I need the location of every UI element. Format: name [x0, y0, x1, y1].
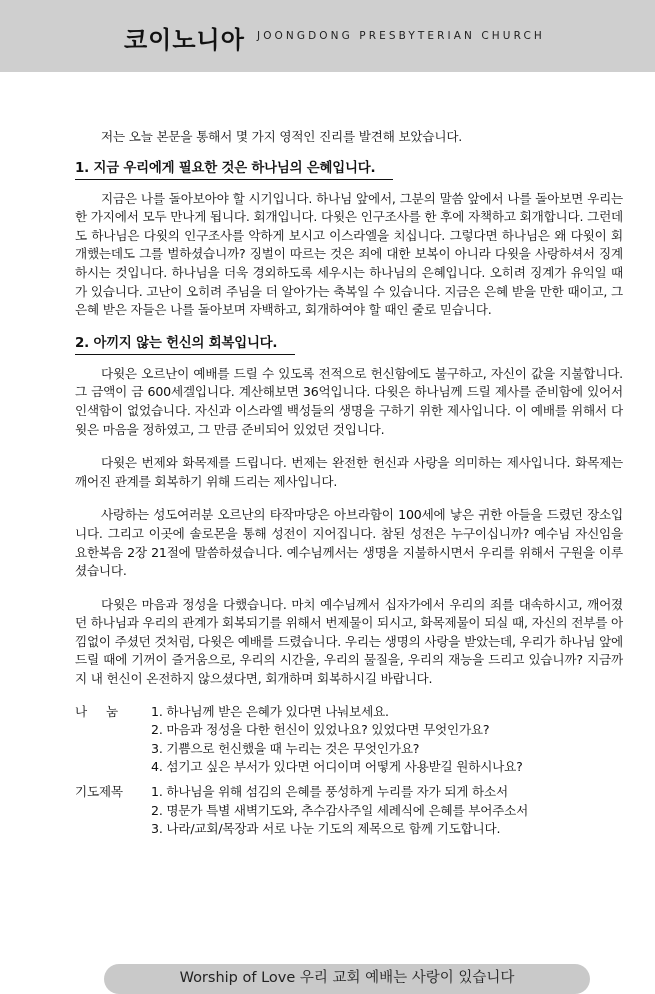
sharing-label: 나 눔: [75, 703, 118, 719]
section-2-heading: 2. 아끼지 않는 헌신의 회복입니다.: [75, 335, 295, 355]
intro-paragraph: 저는 오늘 본문을 통해서 몇 가지 영적인 진리를 발견해 보았습니다.: [101, 129, 463, 144]
prayer-item: 2. 명문가 특별 새벽기도와, 추수감사주일 세례식에 은혜를 부어주소서: [151, 802, 529, 818]
sharing-item: 4. 섬기고 싶은 부서가 있다면 어디이며 어떻게 사용받길 원하시나요?: [151, 759, 523, 775]
sharing-section: [75, 703, 623, 777]
page-header: [0, 0, 655, 72]
section-2-paragraph-3: 사랑하는 성도여러분 오르난의 타작마당은 아브라함이 100세에 낳은 귀한 아들을 드렸던 장소입니다. 그리고 이곳에 솔로몬을 통해 성전이 지어집니다. 참된 성전은 누구이십니까? 예수님 자신임을 요한복음 2장 21절에 말씀하셨습니다. 예수님께서는 생명을 지불하시면서 우리를 위해서 구원을 이루셨습니다.: [75, 507, 623, 579]
prayer-item: 1. 하나님을 위해 섬김의 은혜를 풍성하게 누리를 자가 되게 하소서: [151, 784, 508, 800]
brand-title-korean: 코이노니아: [124, 26, 245, 54]
sharing-item: 2. 마음과 정성을 다한 헌신이 있었나요? 있었다면 무엇인가요?: [151, 722, 490, 738]
prayer-label: 기도제목: [75, 784, 123, 800]
section-2-paragraph-1: 다윗은 오르난이 예배를 드릴 수 있도록 전적으로 헌신함에도 불구하고, 자신이 값을 지불합니다. 그 금액이 금 600세겔입니다. 계산해보면 36억입니다. 다윗은 하나님께 드릴 제사를 준비함에 있어서 인색함이 없었습니다. 자신과 이스라엘 백성들의 생명을 구하기 위한 제사입니다. 이 예배를 위해서 다윗은 마음을 정하였고, 그 만큼 준비되어 있었던 것입니다.: [75, 365, 623, 437]
prayer-section: [75, 783, 623, 839]
section-1-heading: 1. 지금 우리에게 필요한 것은 하나님의 은혜입니다.: [75, 160, 393, 180]
prayer-item: 3. 나라/교회/목장과 서로 나눈 기도의 제목으로 함께 기도합니다.: [151, 821, 501, 837]
sharing-item: 3. 기쁨으로 헌신했을 때 누리는 것은 무엇인가요?: [151, 740, 420, 756]
sharing-item: 1. 하나님께 받은 은혜가 있다면 나눠보세요.: [151, 703, 389, 719]
footer-banner: Worship of Love 우리 교회 예배는 사랑이 있습니다: [104, 964, 590, 994]
section-1-paragraph: 지금은 나를 돌아보아야 할 시기입니다. 하나님 앞에서, 그분의 말씀 앞에서 나를 돌아보면 우리는 한 가지에서 모두 만나게 됩니다. 회개입니다. 다윗은 인구조사를 한 후에 자책하고 회개합니다. 그런데도 하나님은 다윗의 인구조사를 악하게 보시고 이스라엘을 치십니다. 그렇다면 하나님은 왜 다윗이 회개했는데도 그를 벌하셨습니까? 징벌이 따르는 것은 죄에 대한 보복이 아니라 다윗을 사랑하셔서 징계하시는 것입니다. 하나님을 더욱 경외하도록 세우시는 하나님의 은혜입니다. 오히려 징계가 유익일 때가 있습니다. 고난이 오히려 주님을 더 알아가는 축복일 수 있습니다. 지금은 은혜 받을 만한 때이고, 그 은혜 받은 자들은 나를 돌아보며 자백하고, 회개하여야 할 때인 줄로 믿습니다.: [75, 190, 623, 318]
sermon-body: [75, 128, 623, 839]
brand-title-english: JOONGDONG PRESBYTERIAN CHURCH: [257, 30, 545, 42]
section-2-paragraph-2: 다윗은 번제와 화목제를 드립니다. 번제는 완전한 헌신과 사랑을 의미하는 제사입니다. 화목제는 깨어진 관계를 회복하기 위해 드리는 제사입니다.: [75, 455, 623, 489]
section-2-paragraph-4: 다윗은 마음과 정성을 다했습니다. 마치 예수님께서 십자가에서 우리의 죄를 대속하시고, 깨어졌던 하나님과 우리의 관계가 회복되기를 위해서 번제물이 되시고, 화목제물이 되실 때, 자신의 전부를 아낌없이 주셨던 것처럼, 다윗은 예배를 드렸습니다. 우리는 생명의 사랑을 받았는데, 우리가 하나님 앞에 드릴 때에 기꺼이 즐거움으로, 우리의 시간을, 우리의 물질을, 우리의 재능을 드리고 있습니까? 지금까지 내 헌신이 온전하지 않으셨다면, 회개하며 회복하시길 바랍니다.: [75, 596, 623, 687]
